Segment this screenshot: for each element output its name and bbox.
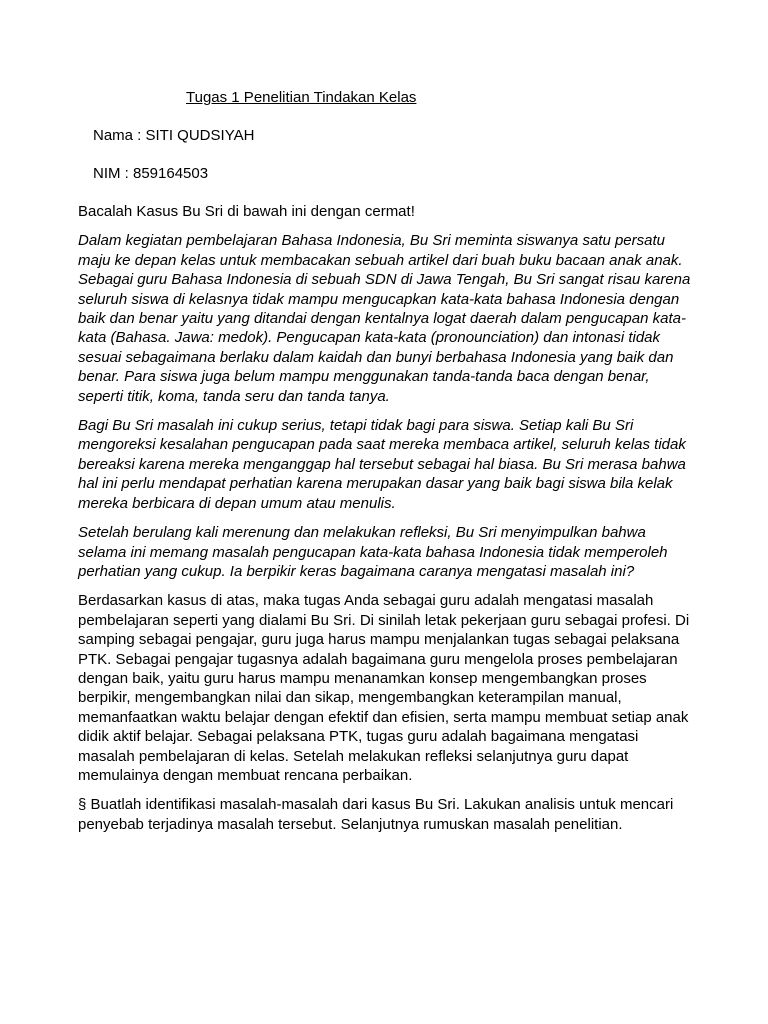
document-title: Tugas 1 Penelitian Tindakan Kelas <box>186 89 417 106</box>
document-page <box>78 88 698 834</box>
case-paragraph-1: Dalam kegiatan pembelajaran Bahasa Indonesia, Bu Sri meminta siswanya satu persatu maju ke depan kelas untuk membacakan sebuah artikel dari buah buku bacaan anak anak. Sebagai guru Bahasa Indonesia di sebuah SDN di Jawa Tengah, Bu Sri sangat risau karena seluruh siswa di kelasnya tidak mampu mengucapkan kata-kata bahasa Indonesia dengan baik dan benar yaitu yang ditandai dengan kentalnya logat daerah dalam pengucapan kata-kata (Bahasa. Jawa: medok). Pengucapan kata-kata (pronounciation) dan intonasi tidak sesuai sebagaimana berlaku dalam kaidah dan bunyi berbahasa Indonesia yang baik dan benar. Para siswa juga belum mampu menggunakan tanda-tanda baca dengan benar, seperti titik, koma, tanda seru dan tanda tanya. <box>78 232 691 405</box>
intro-text: Bacalah Kasus Bu Sri di bawah ini dengan cermat! <box>78 203 415 220</box>
case-paragraph-3: Setelah berulang kali merenung dan melakukan refleksi, Bu Sri menyimpulkan bahwa selama ini memang masalah pengucapan kata-kata bahasa Indonesia tidak memperoleh perhatian yang cukup. Ia berpikir keras bagaimana caranya mengatasi masalah ini? <box>78 524 668 580</box>
student-name: Nama : SITI QUDSIYAH <box>93 127 255 144</box>
instruction-paragraph: § Buatlah identifikasi masalah-masalah dari kasus Bu Sri. Lakukan analisis untuk mencari penyebab terjadinya masalah tersebut. Selanjutnya rumuskan masalah penelitian. <box>78 796 674 833</box>
student-nim: NIM : 859164503 <box>93 165 209 182</box>
task-paragraph: Berdasarkan kasus di atas, maka tugas Anda sebagai guru adalah mengatasi masalah pembelajaran seperti yang dialami Bu Sri. Di sinilah letak pekerjaan guru sebagai profesi. Di samping sebagai pengajar, guru juga harus mampu menjalankan tugas sebagai pelaksana PTK. Sebagai pengajar tugasnya adalah bagaimana guru mengelola proses pembelajaran dengan baik, yaitu guru harus mampu menanamkan konsep mengembangkan proses berpikir, mengembangkan nilai dan sikap, mengembangkan keterampilan manual, memanfaatkan waktu belajar dengan efektif dan efisien, serta mampu membuat setiap anak didik aktif belajar. Sebagai pelaksana PTK, tugas guru adalah bagaimana mengatasi masalah pembelajaran di kelas. Setelah melakukan refleksi selanjutnya guru dapat memulainya dengan membuat rencana perbaikan. <box>78 592 690 784</box>
case-paragraph-2: Bagi Bu Sri masalah ini cukup serius, tetapi tidak bagi para siswa. Setiap kali Bu Sri mengoreksi kesalahan pengucapan pada saat mereka membaca artikel, seluruh kelas tidak bereaksi karena mereka menganggap hal tersebut sebagai hal biasa. Bu Sri merasa bahwa hal ini perlu mendapat perhatian karena merupakan dasar yang baik bagi siswa bila kelak mereka berbicara di depan umum atau menulis. <box>78 417 686 512</box>
